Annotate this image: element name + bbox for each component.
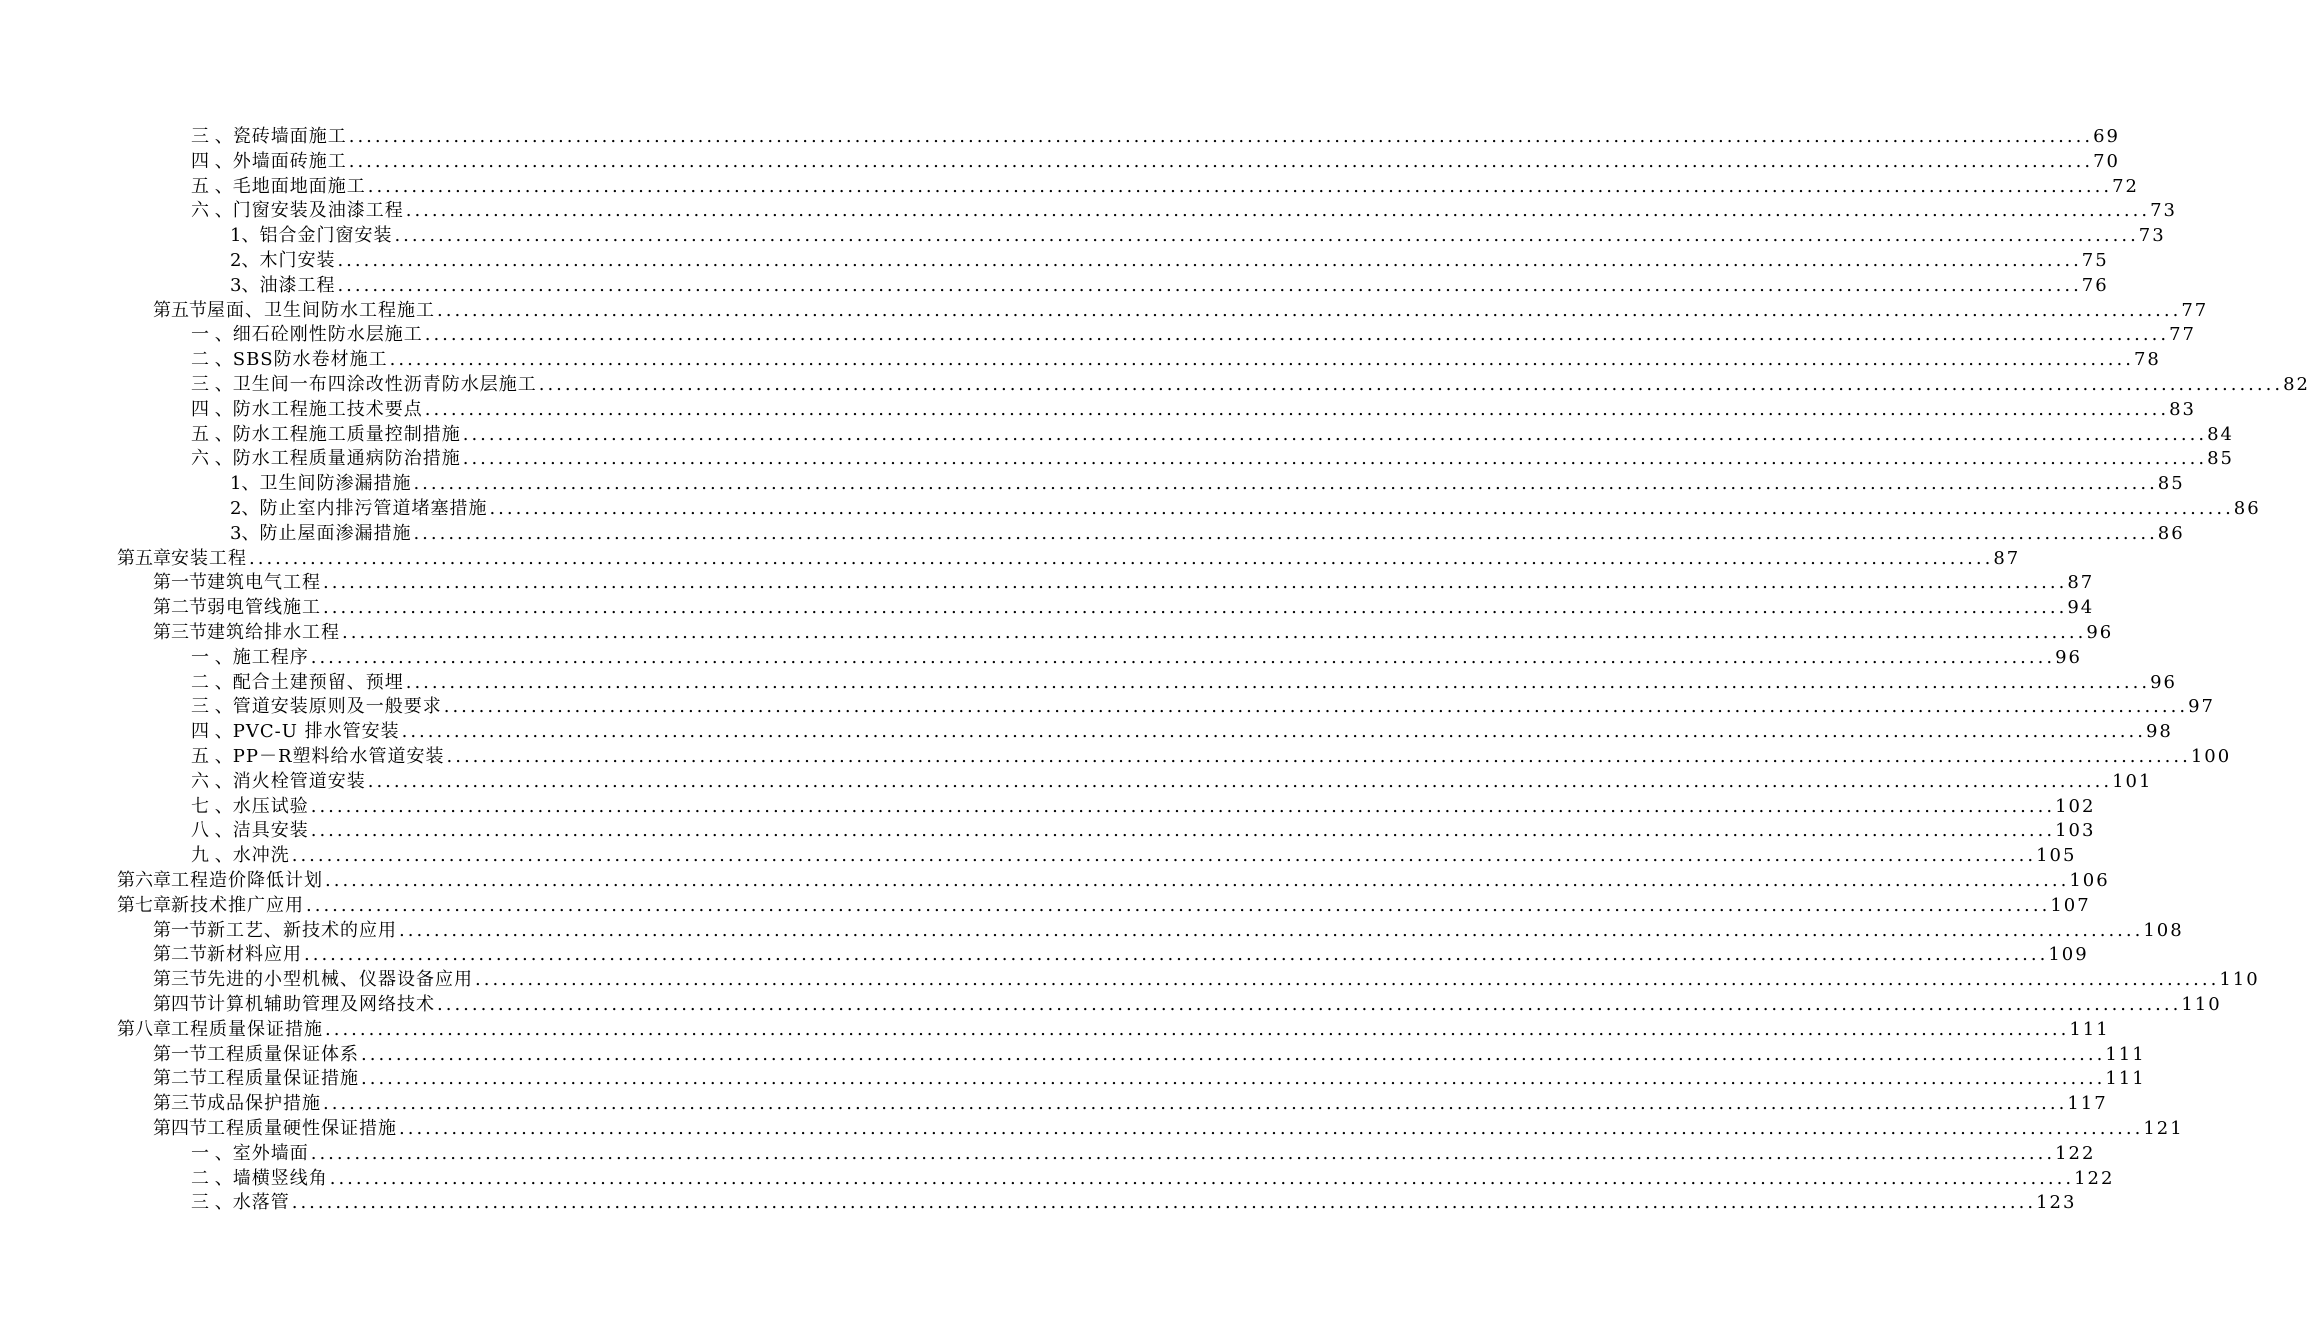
toc-entry-title: 室外墙面 xyxy=(232,1142,309,1164)
toc-leader-dots: ........................................................................................................................................................................................................ xyxy=(399,1118,2144,1139)
toc-entry xyxy=(153,594,2095,619)
toc-entry-number: 二 、 xyxy=(191,1167,233,1189)
toc-entry-number: 五 、 xyxy=(191,423,233,445)
toc-entry-page: 122 xyxy=(2055,1142,2096,1164)
toc-leader-dots: ........................................................................................................................................................................................................ xyxy=(443,696,2189,718)
toc-entry-title: 水压试验 xyxy=(232,795,309,817)
toc-leader-dots: ........................................................................................................................................................................................................ xyxy=(475,969,2220,991)
toc-entry-page: 108 xyxy=(2143,919,2184,941)
toc-entry-page: 111 xyxy=(2105,1043,2146,1065)
toc-entry-title: 弱电管线施工 xyxy=(207,597,321,619)
toc-entry-title: 计算机辅助管理及网络技术 xyxy=(207,994,435,1015)
toc-entry-page: 101 xyxy=(2112,770,2153,792)
toc-entry-number: 第一节 xyxy=(153,919,207,941)
toc-entry xyxy=(117,867,2110,892)
toc-entry-title: 配合土建预留、预埋 xyxy=(232,671,404,693)
toc-entry xyxy=(191,768,2153,793)
toc-entry xyxy=(191,421,2234,446)
toc-entry xyxy=(191,793,2096,818)
toc-entry-title: 洁具安装 xyxy=(232,820,309,842)
toc-leader-dots: ........................................................................................................................................................................................................ xyxy=(325,1018,2070,1040)
toc-entry xyxy=(153,569,2095,594)
toc-entry-page: 98 xyxy=(2145,721,2173,743)
toc-entry-title: 工程质量保证体系 xyxy=(207,1043,359,1065)
toc-entry-page: 110 xyxy=(2181,994,2222,1015)
toc-entry-number: 三 、 xyxy=(191,1192,233,1214)
toc-entry xyxy=(230,247,2109,272)
toc-entry-title: 新材料应用 xyxy=(207,944,302,966)
toc-entry-number: 六 、 xyxy=(191,448,233,470)
toc-leader-dots: ........................................................................................................................................................................................................ xyxy=(306,894,2051,916)
toc-entry-title: 卫生间防渗漏措施 xyxy=(259,473,412,495)
toc-entry-title: 防水工程施工技术要点 xyxy=(232,398,423,420)
toc-entry-title: 成品保护措施 xyxy=(207,1093,321,1115)
toc-entry-number: 六 、 xyxy=(191,770,233,792)
toc-entry-title: 瓷砖墙面施工 xyxy=(232,126,347,147)
toc-entry-page: 107 xyxy=(2050,894,2091,916)
toc-entry-number: 第一节 xyxy=(153,572,207,594)
toc-leader-dots: ........................................................................................................................................................................................................ xyxy=(337,250,2082,271)
toc-entry-number: 2、 xyxy=(230,498,260,519)
toc-entry-number: 第五章 xyxy=(117,547,171,569)
toc-leader-dots: ........................................................................................................................................................................................................ xyxy=(310,646,2056,668)
toc-leader-dots: ........................................................................................................................................................................................................ xyxy=(401,721,2146,743)
toc-entry-number: 1、 xyxy=(230,473,260,495)
toc-entry xyxy=(117,1016,2110,1041)
toc-entry-page: 94 xyxy=(2067,597,2095,619)
toc-leader-dots: ........................................................................................................................................................................................................ xyxy=(361,1043,2106,1065)
toc-entry-page: 102 xyxy=(2055,795,2096,817)
toc-entry-number: 一 、 xyxy=(191,1142,233,1164)
toc-entry-title: 水落管 xyxy=(232,1192,290,1214)
toc-leader-dots: ........................................................................................................................................................................................................ xyxy=(367,770,2113,792)
toc-entry xyxy=(230,272,2109,297)
toc-entry xyxy=(191,173,2139,198)
toc-entry xyxy=(191,743,2232,768)
toc-entry-page: 111 xyxy=(2105,1068,2146,1090)
toc-leader-dots: ........................................................................................................................................................................................................ xyxy=(361,1068,2106,1090)
toc-entry-title: 工程质量硬性保证措施 xyxy=(207,1118,397,1139)
toc-entry-page: 96 xyxy=(2150,671,2177,693)
toc-entry-number: 第一节 xyxy=(153,1043,207,1065)
toc-entry-page: 70 xyxy=(2093,150,2120,172)
toc-entry xyxy=(191,817,2096,842)
toc-leader-dots: ........................................................................................................................................................................................................ xyxy=(437,994,2182,1015)
toc-entry-number: 第三节 xyxy=(153,969,207,991)
toc-entry-number: 八 、 xyxy=(191,820,233,842)
toc-entry-page: 76 xyxy=(2081,274,2109,296)
toc-entry-number: 第二节 xyxy=(153,597,207,619)
toc-entry-number: 第八章 xyxy=(117,1018,171,1040)
toc-entry xyxy=(191,1165,2115,1190)
toc-entry-page: 109 xyxy=(2048,944,2089,966)
toc-entry-title: 新工艺、新技术的应用 xyxy=(207,919,397,941)
toc-entry-page: 105 xyxy=(2036,845,2077,867)
toc-leader-dots: ........................................................................................................................................................................................................ xyxy=(348,126,2094,147)
toc-leader-dots: ........................................................................................................................................................................................................ xyxy=(325,870,2070,891)
toc-entry-page: 111 xyxy=(2069,1018,2110,1040)
toc-entry-number: 第四节 xyxy=(153,994,207,1015)
toc-entry-page: 100 xyxy=(2190,746,2232,767)
toc-leader-dots: ........................................................................................................................................................................................................ xyxy=(367,175,2113,197)
toc-entry-title: 工程质量保证措施 xyxy=(207,1068,359,1090)
toc-entry-page: 83 xyxy=(2169,398,2196,420)
toc-entry-title: SBS防水卷材施工 xyxy=(232,349,388,371)
toc-entry-title: 外墙面砖施工 xyxy=(232,150,347,172)
toc-entry-title: 防水工程质量通病防治措施 xyxy=(232,448,461,470)
toc-entry-title: 安装工程 xyxy=(171,547,247,569)
toc-entry-page: 96 xyxy=(2086,622,2114,643)
toc-entry-title: 墙横竖线角 xyxy=(232,1167,328,1189)
toc-entry-page: 121 xyxy=(2143,1118,2184,1139)
toc-leader-dots: ........................................................................................................................................................................................................ xyxy=(399,919,2144,941)
toc-entry-title: 建筑给排水工程 xyxy=(207,622,340,643)
toc-entry-title: 铝合金门窗安装 xyxy=(259,225,393,247)
toc-entry-title: 门窗安装及油漆工程 xyxy=(232,200,404,222)
toc-entry xyxy=(191,371,2310,396)
toc-entry-title: 先进的小型机械、仪器设备应用 xyxy=(207,969,473,991)
toc-leader-dots: ........................................................................................................................................................................................................ xyxy=(337,274,2082,296)
toc-entry-number: 四 、 xyxy=(191,398,233,420)
toc-entry-page: 73 xyxy=(2138,225,2166,247)
toc-leader-dots: ........................................................................................................................................................................................................ xyxy=(413,522,2158,544)
toc-entry-number: 三 、 xyxy=(191,374,233,395)
toc-leader-dots: ........................................................................................................................................................................................................ xyxy=(342,622,2087,643)
toc-leader-dots: ........................................................................................................................................................................................................ xyxy=(437,299,2182,321)
toc-entry-page: 97 xyxy=(2188,696,2215,718)
toc-entry xyxy=(153,1090,2108,1115)
toc-leader-dots: ........................................................................................................................................................................................................ xyxy=(291,845,2037,867)
toc-entry xyxy=(117,892,2091,917)
toc-leader-dots: ........................................................................................................................................................................................................ xyxy=(538,374,2284,395)
toc-entry-number: 3、 xyxy=(230,274,260,296)
toc-entry-number: 五 、 xyxy=(191,746,233,767)
toc-leader-dots: ........................................................................................................................................................................................................ xyxy=(405,671,2151,693)
toc-entry-title: PVC-U 排水管安装 xyxy=(232,721,400,743)
toc-entry-title: 木门安装 xyxy=(259,250,336,271)
toc-entry-page: 86 xyxy=(2157,522,2185,544)
toc-entry xyxy=(191,693,2215,718)
toc-entry xyxy=(153,1065,2146,1090)
toc-entry xyxy=(153,941,2089,966)
toc-entry xyxy=(191,321,2196,346)
toc-entry-page: 103 xyxy=(2055,820,2096,842)
toc-leader-dots: ........................................................................................................................................................................................................ xyxy=(462,448,2208,470)
toc-entry xyxy=(191,197,2177,222)
toc-entry-number: 第五节 xyxy=(153,299,207,321)
toc-entry-number: 六 、 xyxy=(191,200,233,222)
toc-entry-title: 管道安装原则及一般要求 xyxy=(232,696,442,718)
toc-entry-number: 九 、 xyxy=(191,845,233,867)
toc-entry-page: 72 xyxy=(2112,175,2139,197)
toc-entry-title: 水冲洗 xyxy=(232,845,290,867)
toc-entry-number: 2、 xyxy=(230,250,260,271)
toc-entry xyxy=(153,966,2260,991)
toc-entry-title: 毛地面地面施工 xyxy=(232,175,366,197)
toc-entry xyxy=(230,520,2185,545)
toc-entry-page: 87 xyxy=(2067,572,2095,594)
toc-entry-number: 第四节 xyxy=(153,1118,207,1139)
toc-entry-number: 3、 xyxy=(230,522,260,544)
toc-entry-number: 二 、 xyxy=(191,349,233,371)
toc-entry xyxy=(191,396,2196,421)
toc-entry-number: 一 、 xyxy=(191,324,233,346)
toc-entry-number: 第二节 xyxy=(153,944,207,966)
toc-leader-dots: ........................................................................................................................................................................................................ xyxy=(489,498,2234,519)
toc-leader-dots: ........................................................................................................................................................................................................ xyxy=(329,1167,2075,1189)
toc-entry-number: 五 、 xyxy=(191,175,233,197)
toc-entry-page: 78 xyxy=(2133,349,2161,371)
toc-entry-page: 122 xyxy=(2074,1167,2115,1189)
toc-entry-number: 三 、 xyxy=(191,126,233,147)
toc-entry-page: 123 xyxy=(2036,1192,2077,1214)
toc-entry xyxy=(191,123,2120,148)
toc-entry-number: 二 、 xyxy=(191,671,233,693)
toc-entry xyxy=(191,842,2077,867)
toc-entry xyxy=(153,1115,2184,1140)
toc-leader-dots: ........................................................................................................................................................................................................ xyxy=(424,398,2170,420)
toc-leader-dots: ........................................................................................................................................................................................................ xyxy=(249,547,1994,569)
toc-leader-dots: ........................................................................................................................................................................................................ xyxy=(310,795,2056,817)
toc-entry xyxy=(191,1140,2096,1165)
toc-leader-dots: ........................................................................................................................................................................................................ xyxy=(304,944,2049,966)
toc-entry xyxy=(191,346,2161,371)
toc-entry-page: 69 xyxy=(2093,126,2120,147)
toc-entry xyxy=(153,917,2184,942)
toc-entry-page: 110 xyxy=(2219,969,2260,991)
toc-entry-page: 82 xyxy=(2283,374,2310,395)
toc-leader-dots: ........................................................................................................................................................................................................ xyxy=(389,349,2134,371)
toc-entry-page: 85 xyxy=(2207,448,2234,470)
toc-entry xyxy=(117,545,2021,570)
toc-leader-dots: ........................................................................................................................................................................................................ xyxy=(348,150,2094,172)
toc-entry-title: 防水工程施工质量控制措施 xyxy=(232,423,461,445)
toc-entry xyxy=(191,148,2120,173)
toc-entry-number: 四 、 xyxy=(191,721,233,743)
toc-entry xyxy=(153,991,2222,1016)
toc-entry-title: 防止屋面渗漏措施 xyxy=(259,522,412,544)
toc-entry-page: 87 xyxy=(1993,547,2021,569)
toc-entry-title: PP－R塑料给水管道安装 xyxy=(232,746,445,767)
toc-entry-number: 第六章 xyxy=(117,870,171,891)
toc-entry-title: 消火栓管道安装 xyxy=(232,770,366,792)
toc-entry xyxy=(191,718,2173,743)
toc-entry xyxy=(230,470,2185,495)
toc-leader-dots: ........................................................................................................................................................................................................ xyxy=(394,225,2139,247)
toc-entry xyxy=(153,619,2114,644)
toc-entry xyxy=(191,644,2082,669)
toc-entry-number: 三 、 xyxy=(191,696,233,718)
toc-entry xyxy=(230,495,2261,520)
toc-entry-title: 防止室内排污管道堵塞措施 xyxy=(259,498,488,519)
toc-entry-number: 1、 xyxy=(230,225,260,247)
toc-entry xyxy=(191,1189,2077,1214)
toc-entry xyxy=(191,445,2234,470)
toc-entry-number: 第七章 xyxy=(117,894,171,916)
toc-entry-title: 细石砼刚性防水层施工 xyxy=(232,324,423,346)
toc-leader-dots: ........................................................................................................................................................................................................ xyxy=(323,597,2068,619)
toc-entry-number: 七 、 xyxy=(191,795,233,817)
toc-entry xyxy=(191,669,2177,694)
toc-entry-title: 施工程序 xyxy=(232,646,309,668)
toc-entry-number: 四 、 xyxy=(191,150,233,172)
toc-leader-dots: ........................................................................................................................................................................................................ xyxy=(291,1192,2037,1214)
toc-entry-page: 84 xyxy=(2207,423,2234,445)
toc-leader-dots: ........................................................................................................................................................................................................ xyxy=(424,324,2170,346)
toc-entry-page: 85 xyxy=(2157,473,2185,495)
toc-entry-title: 新技术推广应用 xyxy=(171,894,304,916)
toc-entry-title: 油漆工程 xyxy=(259,274,336,296)
toc-entry-page: 96 xyxy=(2055,646,2082,668)
toc-entry-title: 建筑电气工程 xyxy=(207,572,321,594)
toc-entry-number: 一 、 xyxy=(191,646,233,668)
toc-entry-number: 第二节 xyxy=(153,1068,207,1090)
toc-leader-dots: ........................................................................................................................................................................................................ xyxy=(310,1142,2056,1164)
toc-entry-title: 工程质量保证措施 xyxy=(171,1018,323,1040)
toc-leader-dots: ........................................................................................................................................................................................................ xyxy=(462,423,2208,445)
toc-entry-page: 106 xyxy=(2069,870,2110,891)
toc-entry-title: 屋面、卫生间防水工程施工 xyxy=(207,299,435,321)
toc-leader-dots: ........................................................................................................................................................................................................ xyxy=(323,572,2068,594)
toc-entry-number: 第三节 xyxy=(153,622,207,643)
toc-leader-dots: ........................................................................................................................................................................................................ xyxy=(405,200,2151,222)
toc-leader-dots: ........................................................................................................................................................................................................ xyxy=(323,1093,2068,1115)
toc-entry-title: 工程造价降低计划 xyxy=(171,870,323,891)
toc-entry xyxy=(153,1041,2146,1066)
toc-entry-page: 75 xyxy=(2081,250,2109,271)
toc-entry-page: 73 xyxy=(2150,200,2177,222)
toc-entry-title: 卫生间一布四涂改性沥青防水层施工 xyxy=(232,374,537,395)
toc-entry xyxy=(230,222,2166,247)
toc-entry-page: 77 xyxy=(2169,324,2196,346)
toc-entry-page: 117 xyxy=(2067,1093,2108,1115)
toc-leader-dots: ........................................................................................................................................................................................................ xyxy=(446,746,2191,767)
toc-leader-dots: ........................................................................................................................................................................................................ xyxy=(310,820,2056,842)
toc-leader-dots: ........................................................................................................................................................................................................ xyxy=(413,473,2158,495)
toc-entry-number: 第三节 xyxy=(153,1093,207,1115)
toc-entry xyxy=(153,297,2209,322)
toc-entry-page: 77 xyxy=(2181,299,2209,321)
toc-entry-page: 86 xyxy=(2233,498,2261,519)
